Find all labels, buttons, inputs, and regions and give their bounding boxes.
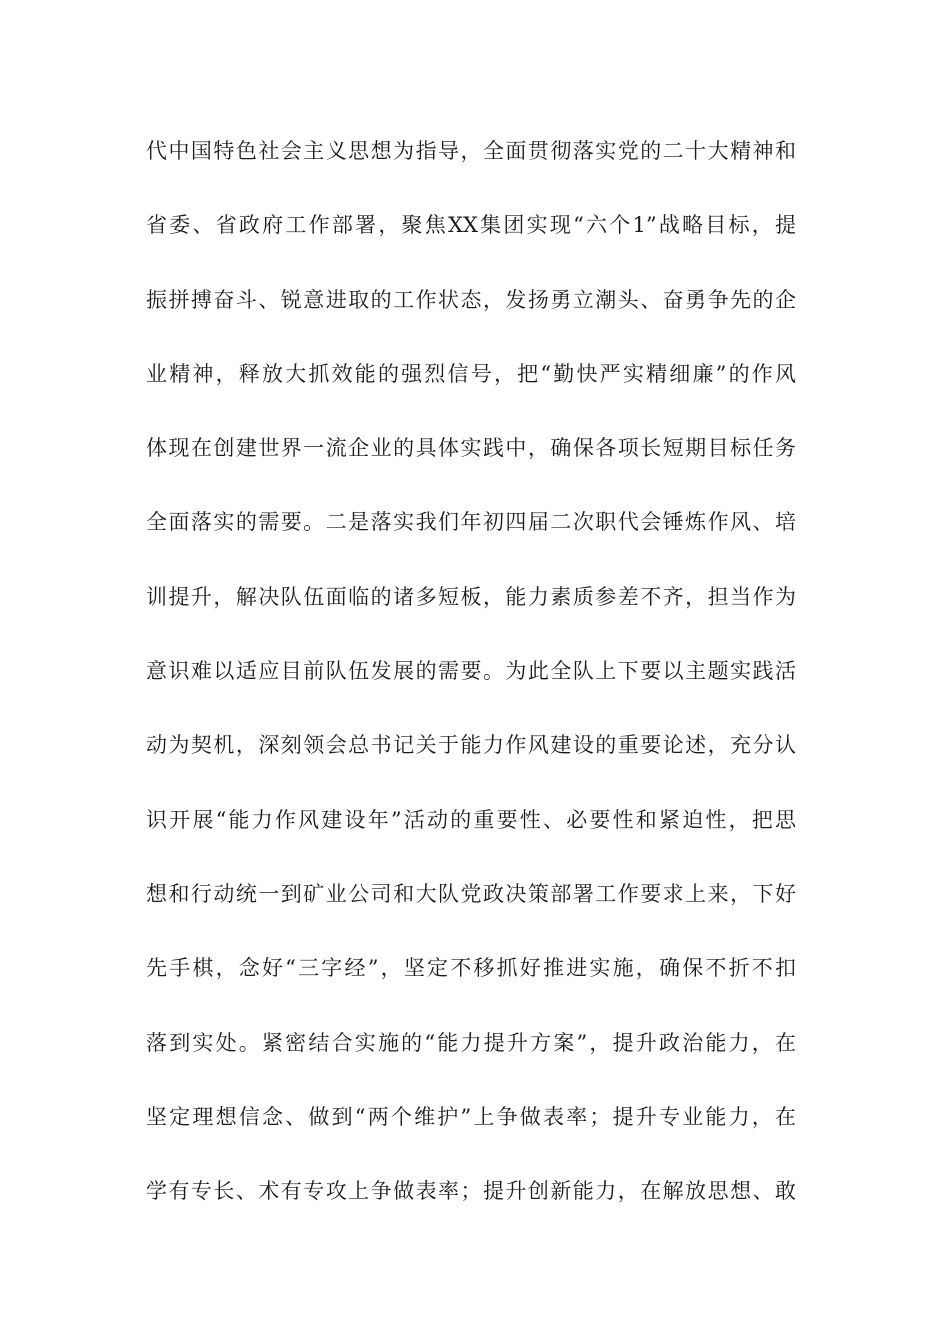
text-line: 体现在创建世界一流企业的具体实践中，确保各项长短期目标任务 bbox=[146, 436, 796, 461]
text-line: 业精神，释放大抓效能的强烈信号，把“勤快严实精细廉”的作风 bbox=[146, 361, 796, 386]
text-line: 先手棋，念好“三字经”，坚定不移抓好推进实施，确保不折不扣 bbox=[146, 956, 796, 981]
text-line: 想和行动统一到矿业公司和大队党政决策部署工作要求上来，下好 bbox=[146, 881, 796, 906]
text-line: 落到实处。紧密结合实施的“能力提升方案”，提升政治能力，在 bbox=[146, 1030, 796, 1055]
text-line: 动为契机，深刻领会总书记关于能力作风建设的重要论述，充分认 bbox=[146, 733, 796, 758]
text-line: 训提升，解决队伍面临的诸多短板，能力素质参差不齐，担当作为 bbox=[146, 584, 796, 609]
text-line: 坚定理想信念、做到“两个维护”上争做表率；提升专业能力，在 bbox=[146, 1104, 796, 1129]
text-line: 振拼搏奋斗、锐意进取的工作状态，发扬勇立潮头、奋勇争先的企 bbox=[146, 287, 796, 312]
text-line: 意识难以适应目前队伍发展的需要。为此全队上下要以主题实践活 bbox=[146, 659, 796, 684]
text-line: 识开展“能力作风建设年”活动的重要性、必要性和紧迫性，把思 bbox=[146, 807, 796, 832]
text-line: 代中国特色社会主义思想为指导，全面贯彻落实党的二十大精神和 bbox=[146, 139, 796, 163]
body-paragraph bbox=[146, 131, 796, 1245]
text-line: 全面落实的需要。二是落实我们年初四届二次职代会锤炼作风、培 bbox=[146, 510, 796, 535]
text-line: 省委、省政府工作部署，聚焦XX集团实现“六个1”战略目标，提 bbox=[146, 213, 796, 238]
text-line: 学有专长、术有专攻上争做表率；提升创新能力，在解放思想、敢 bbox=[146, 1179, 796, 1204]
